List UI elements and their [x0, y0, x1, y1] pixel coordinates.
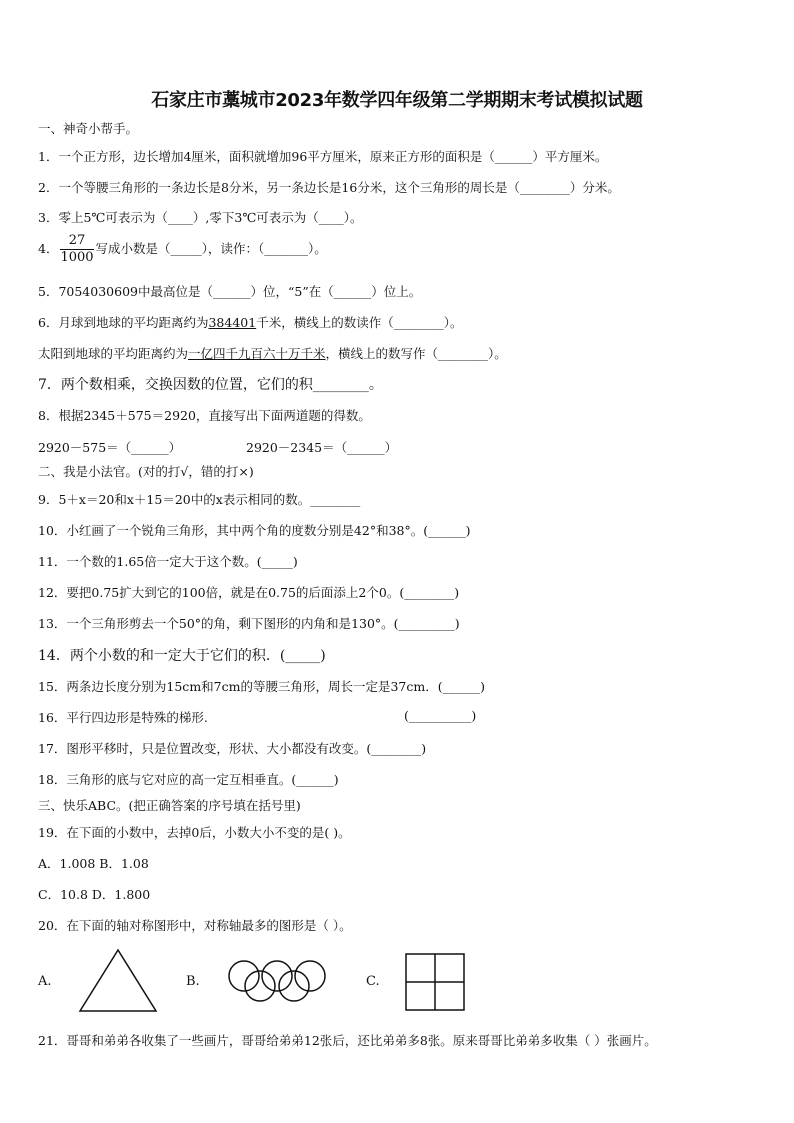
question-8a: 2920－575＝（______）	[38, 440, 182, 455]
question-8: 8．根据2345＋575＝2920，直接写出下面两道题的得数。	[38, 408, 371, 423]
option-a-label: A.	[38, 974, 52, 989]
triangle-figure	[78, 948, 158, 1014]
section-2-heading: 二、我是小法官。(对的打√，错的打×)	[38, 464, 254, 479]
question-17: 17．图形平移时，只是位置改变，形状、大小都没有改变。(________)	[38, 741, 427, 756]
question-19-options-cd: C．10.8 D．1.800	[38, 887, 151, 902]
five-rings-figure	[226, 960, 330, 1002]
question-18: 18．三角形的底与它对应的高一定互相垂直。(______)	[38, 772, 339, 787]
question-3: 3．零上5℃可表示为（____）,零下3℃可表示为（____）。	[38, 210, 363, 225]
square-grid-figure	[404, 952, 466, 1012]
question-4-text: 写成小数是（_____），读作：（_______）。	[95, 241, 327, 256]
question-16-blank: (__________)	[404, 708, 477, 723]
question-12: 12．要把0.75扩大到它的100倍，就是在0.75的后面添上2个0。(________)	[38, 585, 460, 600]
question-4	[38, 233, 327, 266]
question-6b-tail: ，横线上的数写作（________）。	[325, 346, 507, 361]
underlined-number: 384401	[208, 315, 257, 330]
option-b-label: B.	[186, 974, 200, 989]
question-20: 20．在下面的轴对称图形中，对称轴最多的图形是（ ）。	[38, 918, 352, 933]
option-c-label: C.	[366, 974, 380, 989]
question-21: 21．哥哥和弟弟各收集了一些画片，哥哥给弟弟12张后，还比弟弟多8张。原来哥哥比弟弟多收集（ ）张画片。	[38, 1033, 657, 1048]
question-2: 2．一个等腰三角形的一条边长是8分米，另一条边长是16分米，这个三角形的周长是（________）分米。	[38, 180, 620, 195]
question-6b	[38, 344, 507, 362]
question-6b-text: 太阳到地球的平均距离约为	[38, 346, 189, 361]
question-6a-tail: 千米，横线上的数读作（________）。	[256, 315, 463, 330]
question-9: 9．5＋x＝20和x＋15＝20中的x表示相同的数。________	[38, 492, 361, 507]
question-11: 11．一个数的1.65倍一定大于这个数。(_____)	[38, 554, 298, 569]
question-1: 1．一个正方形，边长增加4厘米，面积就增加96平方厘米，原来正方形的面积是（______）平方厘米。	[38, 149, 608, 164]
question-13: 13．一个三角形剪去一个50°的角，剩下图形的内角和是130°。(_________)	[38, 616, 460, 631]
question-8b: 2920－2345＝（______）	[246, 440, 398, 455]
question-16: 16．平行四边形是特殊的梯形.	[38, 710, 208, 725]
question-19-options-ab: A．1.008 B．1.08	[38, 856, 149, 871]
page-title: 石家庄市藁城市2023年数学四年级第二学期期末考试模拟试题	[151, 90, 643, 111]
question-19: 19．在下面的小数中，去掉0后，小数大小不变的是( )。	[38, 825, 351, 840]
section-1-heading: 一、神奇小帮手。	[38, 121, 139, 136]
fraction	[60, 233, 93, 266]
fraction-denominator: 1000	[60, 250, 94, 265]
question-5: 5．7054030609中最高位是（______）位，“5”在（______）位上。	[38, 284, 422, 299]
question-10: 10．小红画了一个锐角三角形，其中两个角的度数分别是42°和38°。(______)	[38, 523, 471, 538]
section-3-heading: 三、快乐ABC。(把正确答案的序号填在括号里)	[38, 798, 301, 813]
question-6a	[38, 313, 462, 331]
question-14: 14．两个小数的和一定大于它们的积．(_____)	[38, 648, 326, 664]
question-7: 7．两个数相乘，交换因数的位置，它们的积________。	[38, 377, 383, 393]
fraction-numerator: 27	[60, 233, 93, 250]
underlined-words: 一亿四千九百六十万千米	[188, 346, 326, 361]
question-4-number: 4．	[38, 241, 59, 256]
question-15: 15．两条边长度分别为15cm和7cm的等腰三角形，周长一定是37cm．(______)	[38, 679, 485, 694]
question-6a-text: 6．月球到地球的平均距离约为	[38, 315, 209, 330]
